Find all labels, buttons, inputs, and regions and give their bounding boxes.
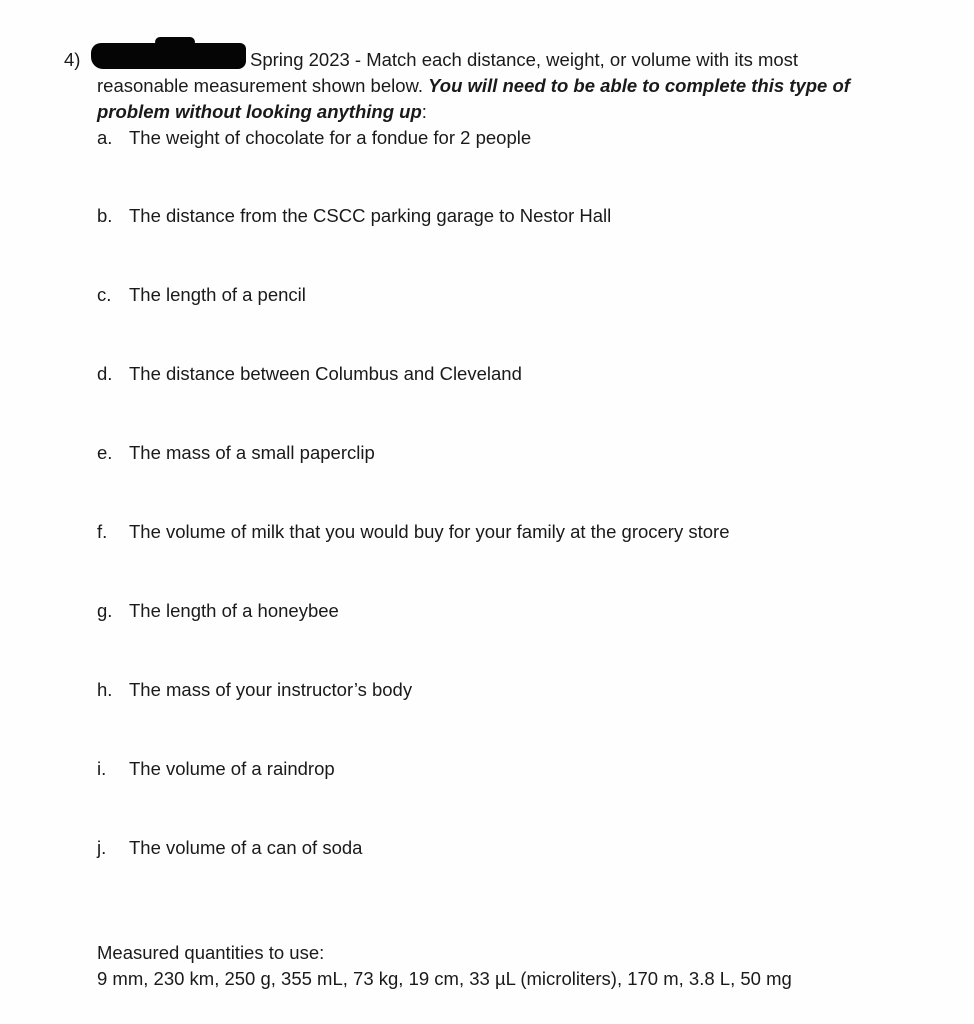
item-text: The weight of chocolate for a fondue for 2 people: [129, 127, 532, 148]
list-item-j: [97, 835, 917, 861]
item-letter: a.: [97, 127, 113, 148]
list-item-g: [97, 598, 917, 624]
intro-line-3-emphasis: problem without looking anything up: [97, 101, 422, 122]
item-letter: f.: [97, 521, 108, 542]
list-item-d: [97, 361, 917, 387]
list-item-c: [97, 282, 917, 308]
intro-line-1: Spring 2023 - Match each distance, weight, or volume with its most: [250, 49, 799, 70]
list-item-a: [97, 125, 917, 151]
list-item-f: [97, 519, 917, 545]
item-text: The volume of milk that you would buy for your family at the grocery store: [129, 521, 730, 542]
item-letter: h.: [97, 679, 113, 700]
intro-line-2: [97, 73, 917, 99]
item-letter: c.: [97, 284, 112, 305]
item-text: The volume of a can of soda: [129, 837, 363, 858]
measures-heading: Measured quantities to use:: [97, 942, 325, 963]
item-text: The mass of a small paperclip: [129, 442, 375, 463]
intro-line-2-plain: reasonable measurement shown below.: [97, 75, 423, 96]
intro-line-2-emphasis: You will need to be able to complete this type of: [428, 75, 850, 96]
measured-quantities: [97, 940, 957, 992]
item-text: The mass of your instructor’s body: [129, 679, 413, 700]
intro-line-3: [97, 99, 917, 125]
list-item-e: [97, 440, 917, 466]
item-text: The distance from the CSCC parking garage to Nestor Hall: [129, 205, 612, 226]
intro-line-3-colon: :: [421, 101, 427, 122]
item-text: The volume of a raindrop: [129, 758, 335, 779]
list-item-h: [97, 677, 917, 703]
item-letter: e.: [97, 442, 113, 463]
item-text: The length of a pencil: [129, 284, 306, 305]
item-letter: i.: [97, 758, 107, 779]
item-letter: d.: [97, 363, 113, 384]
item-letter: j.: [97, 837, 107, 858]
item-text: The length of a honeybee: [129, 600, 339, 621]
item-letter: b.: [97, 205, 113, 226]
list-item-b: [97, 203, 917, 229]
item-letter: g.: [97, 600, 113, 621]
list-item-i: [97, 756, 917, 782]
question-number: 4): [64, 49, 81, 70]
item-text: The distance between Columbus and Cleveland: [129, 363, 522, 384]
measures-list: 9 mm, 230 km, 250 g, 355 mL, 73 kg, 19 cm, 33 µL (microliters), 170 m, 3.8 L, 50 mg: [97, 968, 792, 989]
question-intro: [97, 47, 917, 125]
